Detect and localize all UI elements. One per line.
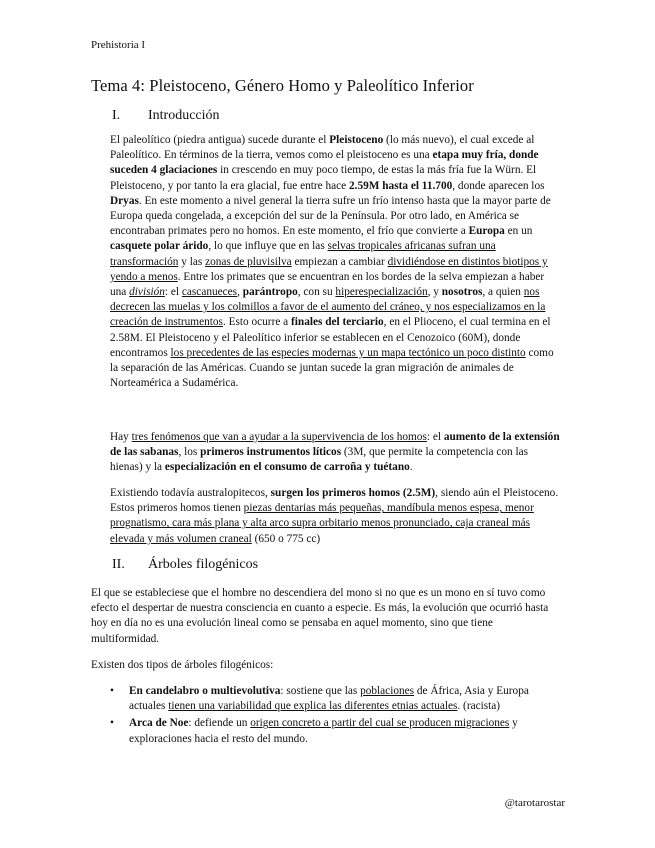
underlined-text: piezas dentarias más pequeñas, mandíbula menos espesa, menor prognatismo, cara más plana y alta arco supra orbitario menos pronunciado, caja craneal más elevada y más volumen craneal [110, 502, 534, 545]
text-run: , [237, 286, 243, 299]
text-run: y las [178, 255, 206, 268]
text-run: : sostiene que las [280, 685, 361, 697]
section-title: Árboles filogénicos [148, 557, 259, 572]
text-run: (650 o 775 cc) [251, 532, 321, 545]
text-run: : el [426, 431, 444, 443]
bullet-icon: • [110, 717, 114, 730]
paragraph-intro-1 [110, 133, 562, 391]
underlined-text: división [129, 286, 165, 299]
text-run: : el [164, 286, 182, 299]
text-run: Existen dos tipos de árboles filogénicos: [91, 659, 274, 671]
bold-text: surgen los primeros homos (2.5M) [270, 487, 436, 499]
bullet-icon: • [110, 685, 114, 697]
text-run: , con su [297, 286, 336, 299]
text-run: . En este momento a nivel general la tierra sufre un frío intenso hasta que la mayor parte de Europa queda congelada, a excepción del sur de la Península. Por otro lado, en América se encontraban primates pero no homos. En este momento, el frío que convierte a [110, 194, 551, 238]
text-run: (3M, que permite la competencia con las hienas) y la [110, 446, 529, 474]
underlined-text: dividiéndose en distintos biotipos y yendo a menos [110, 255, 548, 283]
paragraph-arboles-1 [91, 586, 563, 647]
paragraph-arboles-2 [91, 658, 563, 673]
text-run: . [409, 461, 413, 474]
list-item [110, 684, 565, 714]
bold-text: En candelabro o multievolutiva [129, 685, 281, 697]
text-run: , los [178, 446, 201, 459]
text-run: . Entre los primates que se encuentran en los bordes de la selva empiezan a haber una [110, 270, 545, 299]
text-run: , lo que influye que en las [208, 240, 328, 253]
text-run: . (racista) [457, 700, 501, 713]
text-run: , donde aparecen los [452, 179, 545, 192]
paragraph-intro-2 [110, 430, 562, 476]
paragraph-intro-3 [110, 486, 562, 547]
text-run: El que se estableciese que el hombre no descendiera del mono si no que es un mono en sí tuvo como efecto el despertar de nuestra consciencia en cuanto a especie. Es más, la evolución que ocurrió hasta hoy en día no es una evolución lineal como se pensaba en aquel momento, sino que tiene multiformidad. [91, 587, 549, 645]
bold-text: Dryas [110, 194, 139, 207]
section-title: Introducción [148, 108, 220, 123]
section-heading-introduccion [112, 108, 220, 124]
underlined-text: tienen una variabilidad que explica las diferentes etnias actuales [168, 700, 458, 713]
text-run: El paleolítico (piedra antigua) sucede durante el [110, 134, 330, 146]
bold-text: etapa muy fría, donde suceden 4 glaciaciones [110, 149, 539, 177]
bold-text: nosotros [441, 286, 483, 299]
underlined-text: selvas tropicales africanas sufran una transformación [110, 240, 496, 268]
underlined-text: tres fenómenos que van a ayudar a la supervivencia de los homos [131, 431, 427, 443]
text-run: empiezan a cambiar [291, 255, 388, 268]
text-run: Hay [110, 431, 132, 443]
text-run: . Esto ocurre a [222, 316, 292, 329]
text-run: de África, Asia y Europa actuales [129, 685, 529, 713]
bold-text: casquete polar árido [110, 240, 209, 253]
text-run: : defiende un [188, 717, 251, 730]
text-run: , en el Plioceno, el cual termina en el 2.58M. El Pleistoceno y el Paleolítico inferior se establecen en el Cenozoico (60M), donde encontramos [110, 316, 551, 359]
text-run: como la separación de las Américas. Cuando se juntan sucede la gran migración de animales de Norteamérica a Sudamérica. [110, 346, 554, 390]
bold-text: especialización en el consumo de carroña y tuétano [164, 461, 410, 474]
bold-text: 2.59M hasta el 11.700 [349, 179, 453, 192]
bold-text: aumento de la extensión de las sabanas [110, 431, 560, 459]
bold-text: Europa [468, 225, 505, 238]
bold-text: Arca de Noe [129, 717, 189, 730]
section-number: II. [112, 557, 125, 572]
running-header: Prehistoria I [91, 39, 146, 51]
text-run: , y [427, 286, 442, 299]
bold-text: primeros instrumentos líticos [200, 446, 342, 459]
text-run: y exploraciones hacia el resto del mundo. [129, 717, 518, 745]
tree-types-list [110, 684, 565, 749]
section-heading-arboles [112, 557, 258, 573]
underlined-text: cascanueces [181, 286, 238, 299]
underlined-text: los precedentes de las especies modernas y un mapa tectónico un poco distinto [170, 346, 526, 359]
text-run: Existiendo todavía australopitecos, [110, 487, 271, 499]
bold-text: parántropo [242, 286, 298, 299]
text-run: , a quien [482, 286, 524, 299]
underlined-text: zonas de pluvisilva [205, 255, 292, 268]
underlined-text: hiperespecialización [335, 286, 428, 299]
author-handle: @tarotarostar [504, 797, 565, 809]
text-run: , siendo aún el Pleistoceno. Estos primeros homos tienen [110, 487, 559, 515]
text-run: en un [504, 225, 533, 238]
list-item [110, 716, 565, 746]
list-item-text [129, 685, 529, 712]
bold-text: Pleistoceno [329, 134, 384, 146]
text-run: in crescendo en muy poco tiempo, de estas la más fría fue la Würn. El Pleistoceno, y por tanto la era glacial, fue entre hace [110, 164, 537, 192]
underlined-text: nos decrecen las muelas y los colmillos a favor de el aumento del cráneo, y nos especializamos en la creación de instrumentos [110, 286, 546, 329]
bold-text: finales del terciario [291, 316, 384, 329]
underlined-text: poblaciones [360, 685, 415, 697]
text-run: (lo más nuevo), el cual excede al Paleolítico. En términos de la tierra, vemos como el pleistoceno es una [110, 134, 535, 162]
section-number: I. [112, 108, 121, 123]
underlined-text: origen concreto a partir del cual se producen migraciones [250, 717, 510, 730]
list-item-text [129, 717, 518, 744]
page-title: Tema 4: Pleistoceno, Género Homo y Paleolítico Inferior [91, 76, 474, 95]
